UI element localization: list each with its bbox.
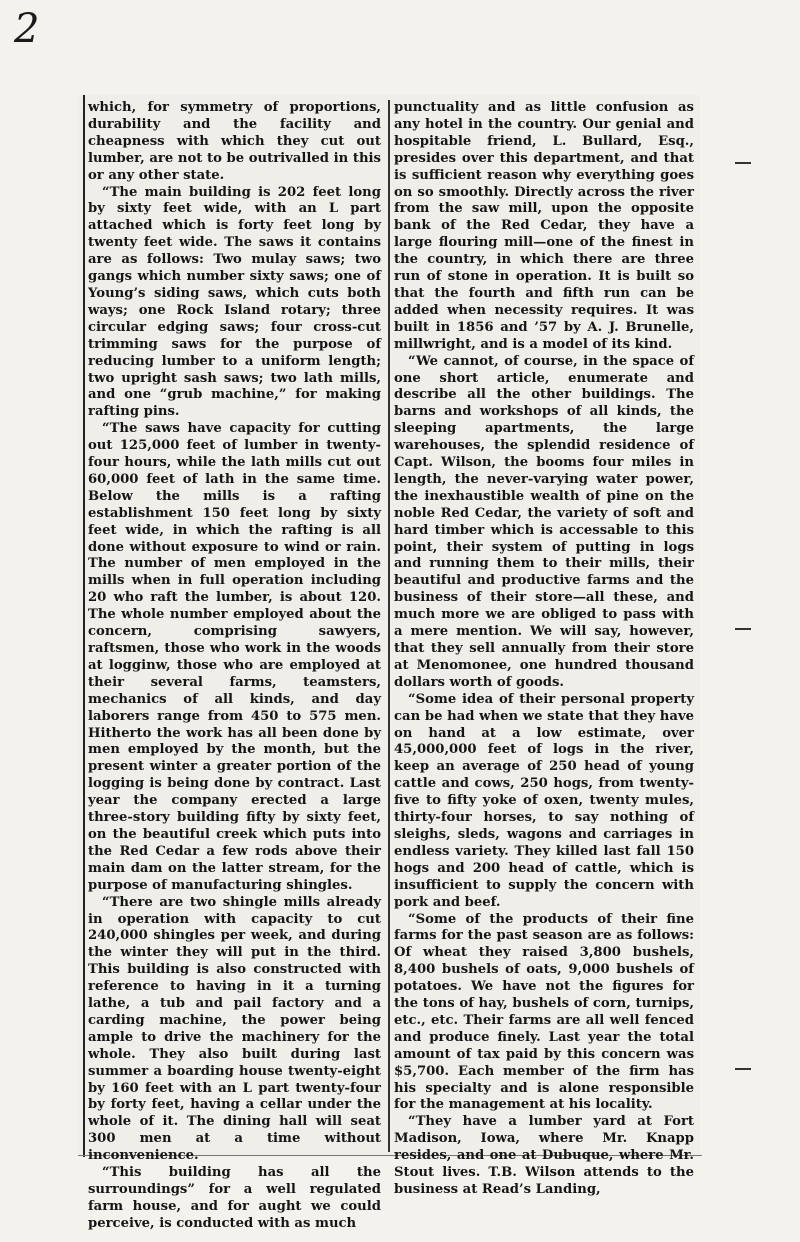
- column-divider: [388, 100, 390, 1152]
- clipping-left-edge: [83, 95, 85, 1157]
- paragraph: “We cannot, of course, in the space of one short article, enumerate and describe all the other buildings. The barns and workshops of all kinds, the sleeping apartments, the large warehouses, the splendid residence of Capt. Wilson, the booms four miles in length, the never-varying water power, the inexhaustible wealth of pine on the noble Red Cedar, the variety of soft and hard timber which is accessable to this point, their system of putting in logs and running them to their mills, their beautiful and productive farms and the business of their store—all these, and much more we are obliged to pass with a mere mention. We will say, however, that they sell annually from their store at Menomonee, one hundred thousand dollars worth of goods.: [394, 353, 694, 690]
- margin-mark: [735, 628, 751, 630]
- paragraph: “They have a lumber yard at Fort Madison, Iowa, where Mr. Knapp resides, and one at Dubuque, where Mr. Stout lives. T.B. Wilson attends to the business at Read’s Landing,: [394, 1114, 694, 1197]
- paragraph: “Some of the products of their fine farms for the past season are as follows: Of wheat they raised 3,800 bushels, 8,400 bushels of oats, 9,000 bushels of potatoes. We have not the figures for the tons of hay, bushels of corn, turnips, etc., etc. Their farms are all well fenced and produce finely. Last year the total amount of tax paid by this concern was $5,700. Each member of the firm has his specialty and is alone responsible for the management at his locality.: [394, 911, 694, 1113]
- paragraph: “The saws have capacity for cutting out 125,000 feet of lumber in twenty-four hours, while the lath mills cut out 60,000 feet of lath in the same time. Below the mills is a rafting establishment 150 feet long by sixty feet wide, in which the rafting is all done without exposure to wind or rain. The number of men employed in the mills when in full operation including 20 who raft the lumber, is about 120. The whole number employed about the concern, comprising sawyers, raftsmen, those who work in the woods at logginw, those who are employed at their several farms, teamsters, mechanics of all kinds, and day laborers range from 450 to 575 men. Hitherto the work has all been done by men employed by the month, but the present winter a greater portion of the logging is being done by contract. Last year the company erected a large three-story building fifty by sixty feet, on the beautiful creek which puts into the Red Cedar a few rods above their main dam on the latter stream, for the purpose of manufacturing shingles.: [88, 421, 381, 893]
- paragraph: punctuality and as little confusion as any hotel in the country. Our genial and hospitable friend, L. Bullard, Esq., presides over this department, and that is sufficient reason why everything goes on so smoothly. Directly across the river from the saw mill, upon the opposite bank of the Red Cedar, they have a large flouring mill—one of the finest in the country, in which there are three run of stone in operation. It is built so that the fourth and fifth run can be added when necessity requires. It was built in 1856 and ’57 by A. J. Brunelle, millwright, and is a model of its kind.: [394, 100, 694, 352]
- paragraph: “This building has all the surroundings” for a well regulated farm house, and for aught we could perceive, is conducted with as much: [88, 1165, 381, 1231]
- margin-mark: [735, 1068, 751, 1070]
- margin-mark: [735, 162, 751, 164]
- paragraph: “Some idea of their personal property can be had when we state that they have on hand at a low estimate, over 45,000,000 feet of logs in the river, keep an average of 250 head of young cattle and cows, 250 hogs, from twenty-five to fifty yoke of oxen, twenty mules, thirty-four horses, to say nothing of sleighs, sleds, wagons and carriages in endless variety. They killed last fall 150 hogs and 200 head of cattle, which is insufficient to supply the concern with pork and beef.: [394, 691, 694, 910]
- article-column-right: [394, 100, 694, 1197]
- page-number: 2: [14, 6, 40, 52]
- article-column-left: [88, 100, 381, 1231]
- paragraph: “The main building is 202 feet long by sixty feet wide, with an L part attached which is forty feet long by twenty feet wide. The saws it contains are as follows: Two mulay saws; two gangs which number sixty saws; one of Young’s siding saws, which cuts both ways; one Rock Island rotary; three circular edging saws; four cross-cut trimming saws for the purpose of reducing lumber to a uniform length; two upright sash saws; two lath mills, and one “grub machine,” for making rafting pins.: [88, 184, 381, 420]
- paragraph: “There are two shingle mills already in operation with capacity to cut 240,000 shingles per week, and during the winter they will put in the third. This building is also constructed with reference to having in it a turning lathe, a tub and pail factory and a carding machine, the power being ample to drive the machinery for the whole. They also built during last summer a boarding house twenty-eight by 160 feet with an L part twenty-four by forty feet, having a cellar under the whole of it. The dining hall will seat 300 men at a time without inconvenience.: [88, 894, 381, 1164]
- paragraph: which, for symmetry of proportions, durability and the facility and cheapness with which they cut out lumber, are not to be outrivalled in this or any other state.: [88, 100, 381, 183]
